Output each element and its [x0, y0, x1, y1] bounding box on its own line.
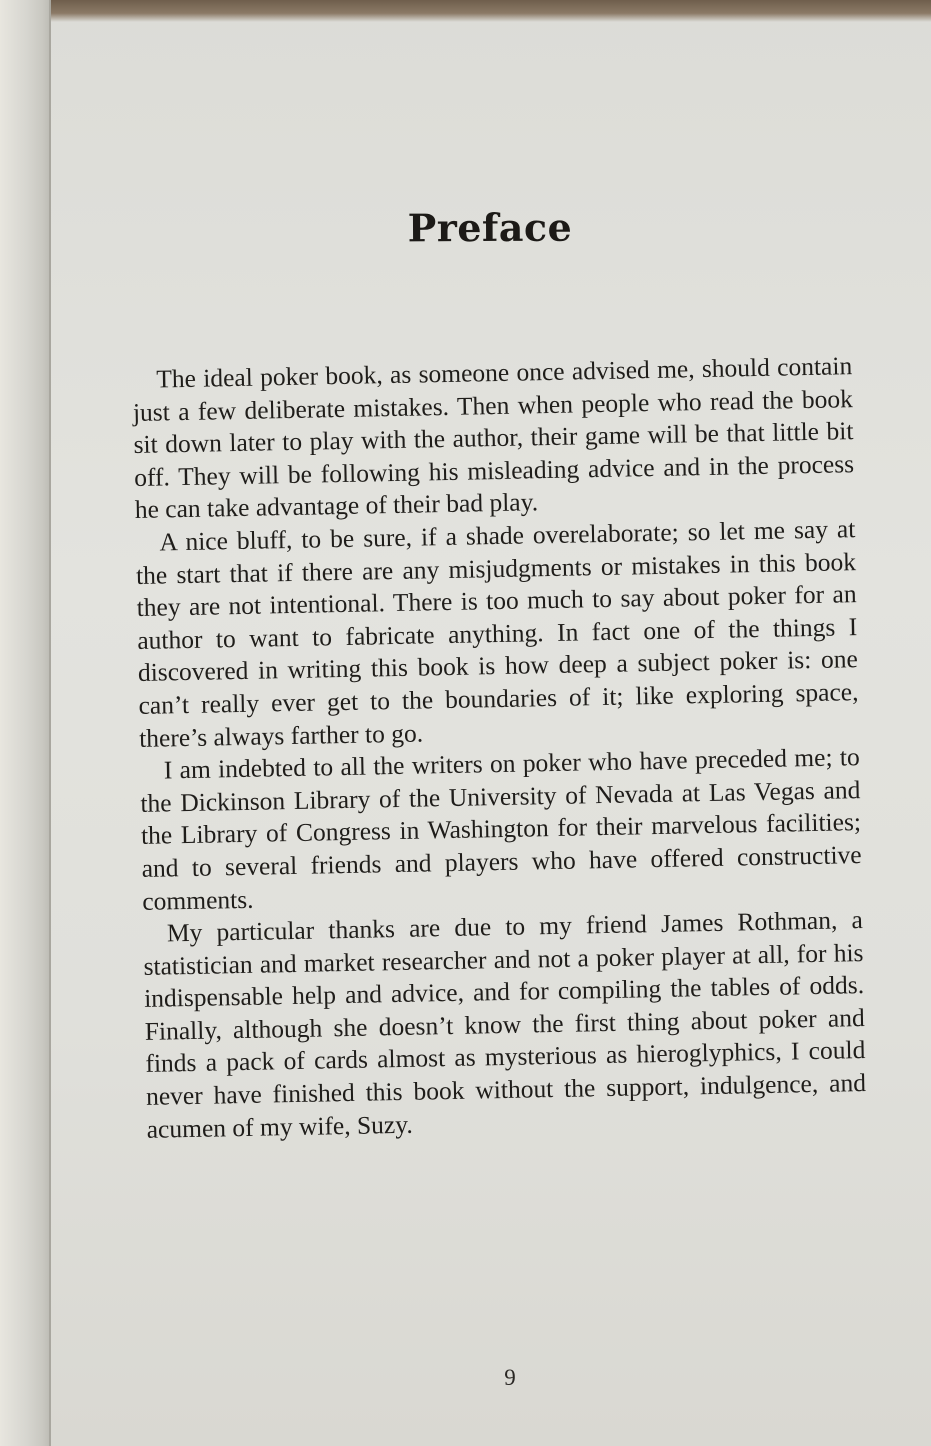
page-top-edge [0, 0, 931, 22]
spine-divider [49, 0, 51, 1446]
spine-shadow [0, 0, 50, 1446]
preface-body [132, 350, 867, 1146]
paragraph-4: My particular thanks are due to my friend James Rothman, a statistician and market researcher and not a poker player at all, for his indispensable help and advice, and for compiling the tables of odds. Finally, although she doesn’t know the first thing about poker and finds a pack of cards almost as mysterious as hieroglyphics, I could never have finished this book without the support, indulgence, and acumen of my wife, Suzy. [143, 905, 867, 1144]
paragraph-2: A nice bluff, to be sure, if a shade overelaborate; so let me say at the start that if there are any misjudgments or mistakes in this book they are not intentional. There is too much to say about poker for an author to want to fabricate anything. In fact one of the things I discovered in writing this book is how deep a subject poker is: one can’t really ever get to the boundaries of it; like exploring space, there’s always farther to go. [135, 514, 859, 753]
page-number: 9 [504, 1365, 516, 1390]
page-title: Preface [407, 204, 573, 251]
paragraph-1: The ideal poker book, as someone once advised me, should contain just a few deliberate mistakes. Then when people who read the book sit down later to play with the author, their game will be that little bit off. They will be following his misleading advice and in the process he can take advantage of their bad play. [132, 351, 855, 525]
paragraph-3: I am indebted to all the writers on poker who have preceded me; to the Dickinson Library of the University of Nevada at Las Vegas and the Library of Congress in Washington for their marvelous facilities; and to several friends and players who have offered constructive comments. [140, 742, 862, 916]
